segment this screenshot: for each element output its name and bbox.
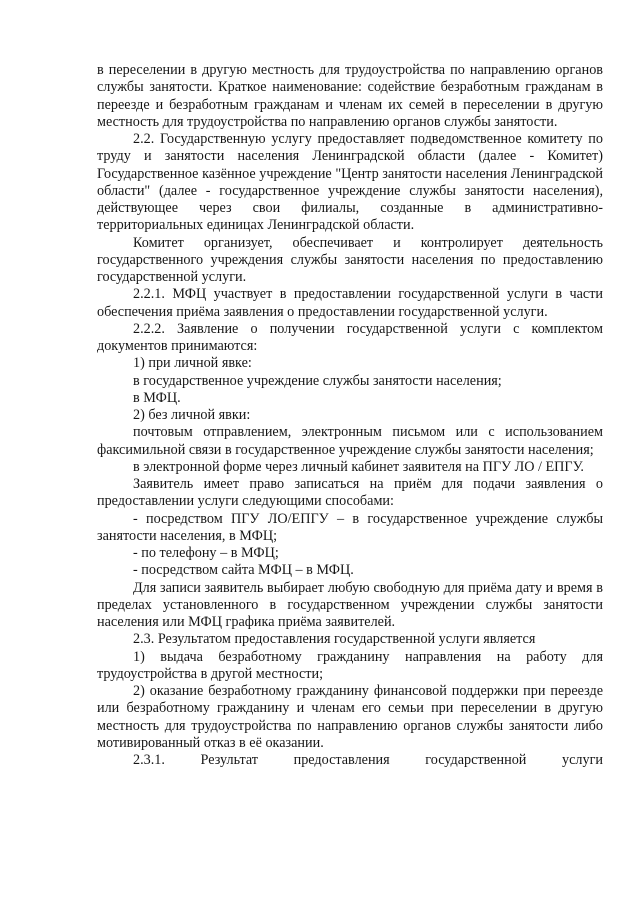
list-item-in-person: 1) при личной явке: [133, 355, 252, 372]
paragraph-2-2-1: 2.2.1. МФЦ участвует в предоставлении государственной услуги в части обеспечения приёма заявления о предоставлении государственной услуги. [97, 286, 603, 320]
list-item-electronic: в электронной форме через личный кабинет заявителя на ПГУ ЛО / ЕПГУ. [133, 458, 584, 475]
paragraph-appointment: Заявитель имеет право записаться на приём для подачи заявления о предоставлении услуги следующими способами: [97, 476, 603, 510]
list-item-mail: почтовым отправлением, электронным письмом или с использованием факсимильной связи в государственное учреждение службы занятости населения; [97, 424, 603, 458]
list-item-remote: 2) без личной явки: [133, 407, 251, 423]
list-item-portal: - посредством ПГУ ЛО/ЕПГУ – в государственное учреждение службы занятости населения, в МФЦ; [97, 510, 603, 544]
paragraph-2-2-2: 2.2.2. Заявление о получении государственной услуги с комплектом документов принимаются: [97, 320, 603, 354]
paragraph-service-name: в переселении в другую местность для трудоустройства по направлению органов службы занятости. Краткое наименование: содействие безработным гражданам в переезде и безработным гражданам и членам их семей в переселении в другую местность для трудоустройства по направлению органов службы занятости. [97, 62, 603, 130]
document-body [97, 62, 603, 769]
list-item-website: - посредством сайта МФЦ – в МФЦ. [133, 562, 354, 579]
list-item-result-1: 1) выдача безработному гражданину направления на работу для трудоустройства в другой местности; [97, 648, 603, 682]
paragraph-2-2: 2.2. Государственную услугу предоставляет подведомственное комитету по труду и занятости населения Ленинградской области (далее - Комитет) Государственное казённое учреждение "Центр занятости населения Ленинградской области" (далее - государственное учреждение службы занятости населения), действующее через свои филиалы, созданные в административно-территориальных единицах Ленинградской области. [97, 131, 603, 234]
paragraph-date-choice: Для записи заявитель выбирает любую свободную для приёма дату и время в пределах установленного в государственном учреждении службы занятости населения или МФЦ графика приёма заявителей. [97, 579, 603, 630]
list-item-result-2: 2) оказание безработному гражданину финансовой поддержки при переезде или безработному гражданину и членам его семьи при переселении в другую местность для трудоустройства по направлению органов службы занятости либо мотивированный отказ в её оказании. [97, 683, 603, 751]
paragraph-2-3-1: 2.3.1. Результат предоставления государственной услуги [133, 752, 603, 768]
paragraph-2-3: 2.3. Результатом предоставления государственной услуги является [133, 631, 536, 648]
paragraph-committee: Комитет организует, обеспечивает и контролирует деятельность государственного учреждения службы занятости населения по предоставлению государственной услуги. [97, 234, 603, 285]
list-item-employment-service: в государственное учреждение службы занятости населения; [133, 372, 502, 389]
list-item-phone: - по телефону – в МФЦ; [133, 545, 279, 561]
list-item-mfc: в МФЦ. [133, 389, 181, 406]
